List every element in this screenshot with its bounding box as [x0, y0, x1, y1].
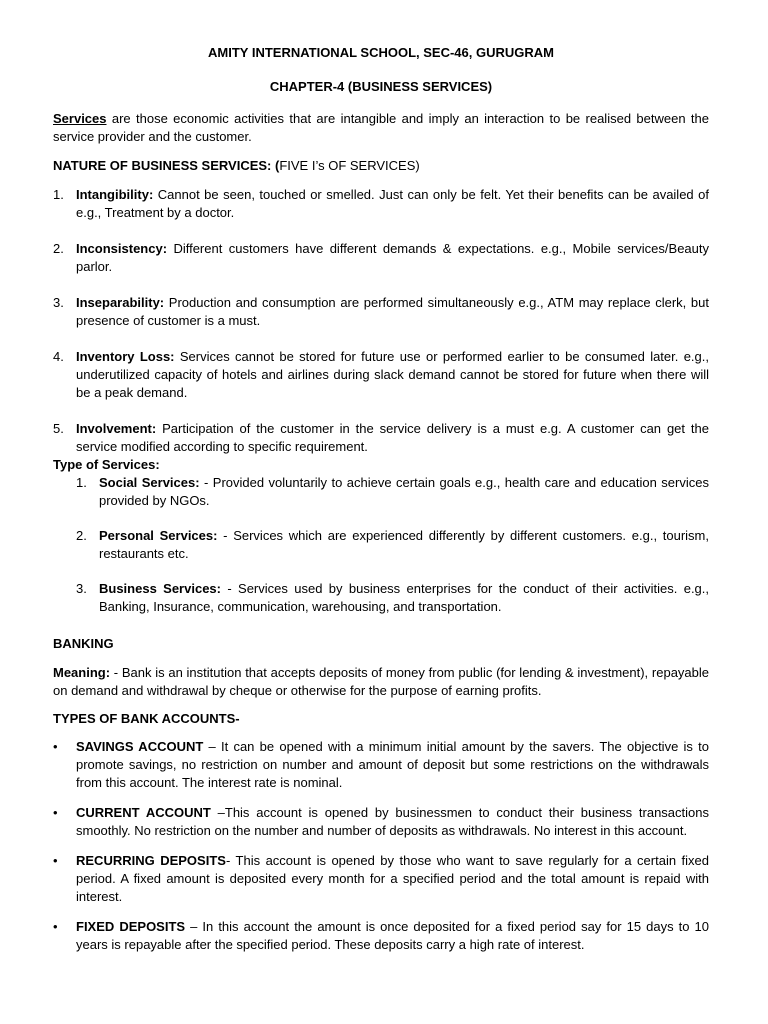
- item-text: - Provided voluntarily to achieve certain goals e.g., health care and education services provided by NGOs.: [99, 475, 709, 508]
- nature-item: [53, 348, 709, 402]
- item-number: 4.: [53, 349, 64, 364]
- intro-text: are those economic activities that are intangible and imply an interaction to be realised between the service provider and the customer.: [53, 111, 709, 144]
- item-number: 1.: [53, 187, 64, 202]
- bank-accounts-list: [53, 738, 709, 954]
- item-text: Different customers have different demands & expectations. e.g., Mobile services/Beauty parlor.: [76, 241, 709, 274]
- item-text: Services cannot be stored for future use or performed earlier to be consumed later. e.g., underutilized capacity of hotels and airlines during slack demand cannot be stored for future when there will be a peak demand.: [76, 349, 709, 400]
- item-text: Production and consumption are performed simultaneously e.g., ATM may replace clerk, but presence of customer is a must.: [76, 295, 709, 328]
- meaning-term: Meaning:: [53, 665, 111, 680]
- account-term: CURRENT ACCOUNT: [76, 805, 211, 820]
- document-page: [53, 44, 709, 966]
- nature-item: [53, 294, 709, 330]
- bullet-icon: •: [53, 853, 58, 868]
- types-item: [53, 580, 709, 616]
- item-term: Inventory Loss:: [76, 349, 175, 364]
- item-term: Business Services:: [99, 581, 221, 596]
- item-number: 2.: [76, 528, 87, 543]
- types-item: [53, 474, 709, 510]
- account-term: SAVINGS ACCOUNT: [76, 739, 204, 754]
- item-term: Personal Services:: [99, 528, 218, 543]
- item-text: - Services used by business enterprises for the conduct of their activities. e.g., Banking, Insurance, communication, warehousing, and transportation.: [99, 581, 710, 614]
- account-item: [53, 918, 709, 954]
- account-text: - This account is opened by those who want to save regularly for a certain fixed period. A fixed amount is deposited every month for a specified period and the total amount is repaid with interest.: [76, 853, 709, 904]
- nature-item: [53, 420, 709, 456]
- item-term: Inconsistency:: [76, 241, 168, 256]
- banking-heading: BANKING: [53, 636, 114, 651]
- account-text: –This account is opened by businessmen to conduct their business transactions smoothly. No restriction on the number and number of deposits as withdrawals. No interest in this account.: [76, 805, 709, 838]
- nature-list: [53, 186, 709, 456]
- item-number: 1.: [76, 475, 87, 490]
- account-term: RECURRING DEPOSITS: [76, 853, 226, 868]
- item-term: Social Services:: [99, 475, 200, 490]
- types-item: [53, 527, 709, 563]
- account-item: [53, 852, 709, 906]
- nature-heading: [53, 157, 709, 175]
- nature-item: [53, 240, 709, 276]
- bullet-icon: •: [53, 919, 58, 934]
- item-text: Cannot be seen, touched or smelled. Just can only be felt. Yet their benefits can be availed of e.g., Treatment by a doctor.: [76, 187, 709, 220]
- bullet-icon: •: [53, 739, 58, 754]
- item-number: 3.: [53, 295, 64, 310]
- meaning-paragraph: [53, 664, 709, 700]
- account-term: FIXED DEPOSITS: [76, 919, 186, 934]
- nature-heading-bold: NATURE OF BUSINESS SERVICES: (: [53, 158, 280, 173]
- bank-accounts-heading: TYPES OF BANK ACCOUNTS-: [53, 711, 240, 726]
- nature-heading-rest: FIVE I’s OF SERVICES): [279, 158, 420, 173]
- types-list: [53, 474, 709, 616]
- account-item: [53, 804, 709, 840]
- account-text: – It can be opened with a minimum initial amount by the savers. The objective is to promote savings, no restriction on number and amount of deposit but some restrictions on the withdrawals from this account. The interest rate is nominal.: [76, 739, 709, 790]
- item-term: Involvement:: [76, 421, 157, 436]
- account-text: – In this account the amount is once deposited for a fixed period say for 15 days to 10 years is repayable after the specified period. These deposits carry a high rate of interest.: [76, 919, 709, 952]
- intro-paragraph: [53, 110, 709, 146]
- item-number: 5.: [53, 421, 64, 436]
- bullet-icon: •: [53, 805, 58, 820]
- item-term: Intangibility:: [76, 187, 154, 202]
- intro-term: Services: [53, 111, 107, 126]
- meaning-text: - Bank is an institution that accepts deposits of money from public (for lending & investment), repayable on demand and withdrawal by cheque or otherwise for the purpose of earning profits.: [53, 665, 709, 698]
- item-term: Inseparability:: [76, 295, 165, 310]
- nature-item: [53, 186, 709, 222]
- chapter-title: CHAPTER-4 (BUSINESS SERVICES): [269, 79, 493, 94]
- item-text: - Services which are experienced differently by different customers. e.g., tourism, restaurants etc.: [99, 528, 709, 561]
- types-heading: Type of Services:: [53, 457, 160, 472]
- item-number: 3.: [76, 581, 87, 596]
- account-item: [53, 738, 709, 792]
- item-text: Participation of the customer in the service delivery is a must e.g. A customer can get the service modified according to specific requirement.: [76, 421, 709, 454]
- item-number: 2.: [53, 241, 64, 256]
- school-title: AMITY INTERNATIONAL SCHOOL, SEC-46, GURUGRAM: [208, 45, 554, 60]
